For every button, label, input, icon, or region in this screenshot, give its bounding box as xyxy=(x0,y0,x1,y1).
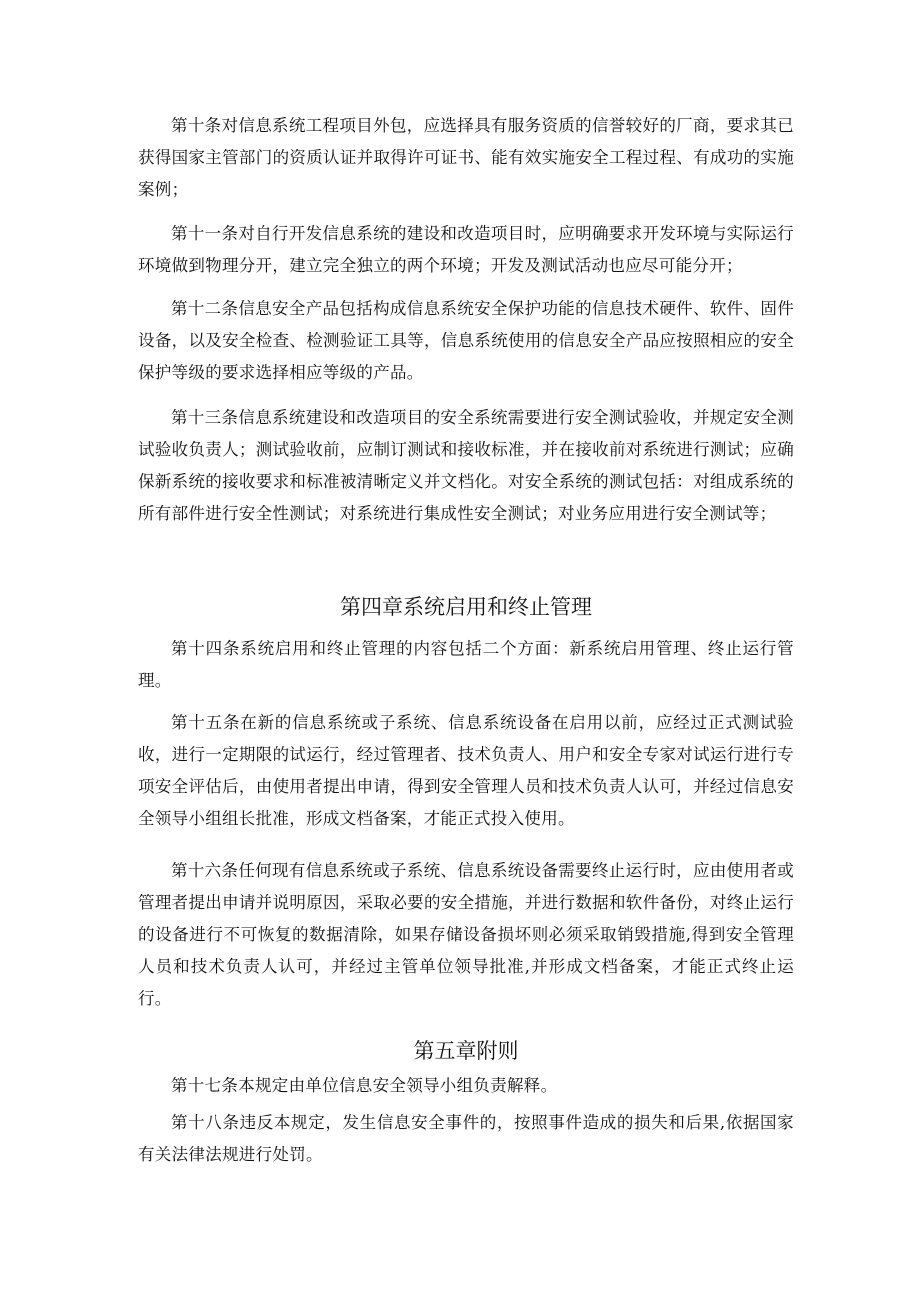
article-11-paragraph: 第十一条对自行开发信息系统的建设和改造项目时，应明确要求开发环境与实际运行环境做到物理分开，建立完全独立的两个环境；开发及测试活动也应尽可能分开； xyxy=(138,224,794,275)
article-18-paragraph: 第十八条违反本规定，发生信息安全事件的，按照事件造成的损失和后果,依据国家有关法律法规进行处罚。 xyxy=(138,1113,794,1164)
article-12-paragraph: 第十二条信息安全产品包括构成信息系统安全保护功能的信息技术硬件、软件、固件设备，以及安全检查、检测验证工具等，信息系统使用的信息安全产品应按照相应的安全保护等级的要求选择相应等级的产品。 xyxy=(138,299,794,382)
chapter-4-heading: 第四章系统启用和终止管理 xyxy=(340,595,592,619)
article-16-paragraph: 第十六条任何现有信息系统或子系统、信息系统设备需要终止运行时，应由使用者或管理者提出申请并说明原因，采取必要的安全措施，并进行数据和软件备份，对终止运行的设备进行不可恢复的数据清除，如果存储设备损坏则必须采取销毁措施,得到安全管理人员和技术负责人认可，并经过主管单位领导批准,并形成文档备案，才能正式终止运行。 xyxy=(138,861,794,1008)
article-13-paragraph: 第十三条信息系统建设和改造项目的安全系统需要进行安全测试验收，并规定安全测试验收负责人；测试验收前，应制订测试和接收标准，并在接收前对系统进行测试；应确保新系统的接收要求和标准被清晰定义并文档化。对安全系统的测试包括：对组成系统的所有部件进行安全性测试；对系统进行集成性安全测试；对业务应用进行安全测试等； xyxy=(138,408,794,523)
article-17-paragraph: 第十七条本规定由单位信息安全领导小组负责解释。 xyxy=(171,1076,558,1095)
article-14-paragraph: 第十四条系统启用和终止管理的内容包括二个方面：新系统启用管理、终止运行管理。 xyxy=(138,639,794,690)
article-10-paragraph: 第十条对信息系统工程项目外包，应选择具有服务资质的信誉较好的厂商，要求其已获得国家主管部门的资质认证并取得许可证书、能有效实施安全工程过程、有成功的实施案例； xyxy=(138,116,794,199)
article-15-paragraph: 第十五条在新的信息系统或子系统、信息系统设备在启用以前，应经过正式测试验收，进行一定期限的试运行，经过管理者、技术负责人、用户和安全专家对试运行进行专项安全评估后，由使用者提出申请，得到安全管理人员和技术负责人认可，并经过信息安全领导小组组长批准，形成文档备案，才能正式投入使用。 xyxy=(138,713,794,828)
chapter-5-heading: 第五章附则 xyxy=(413,1039,519,1063)
